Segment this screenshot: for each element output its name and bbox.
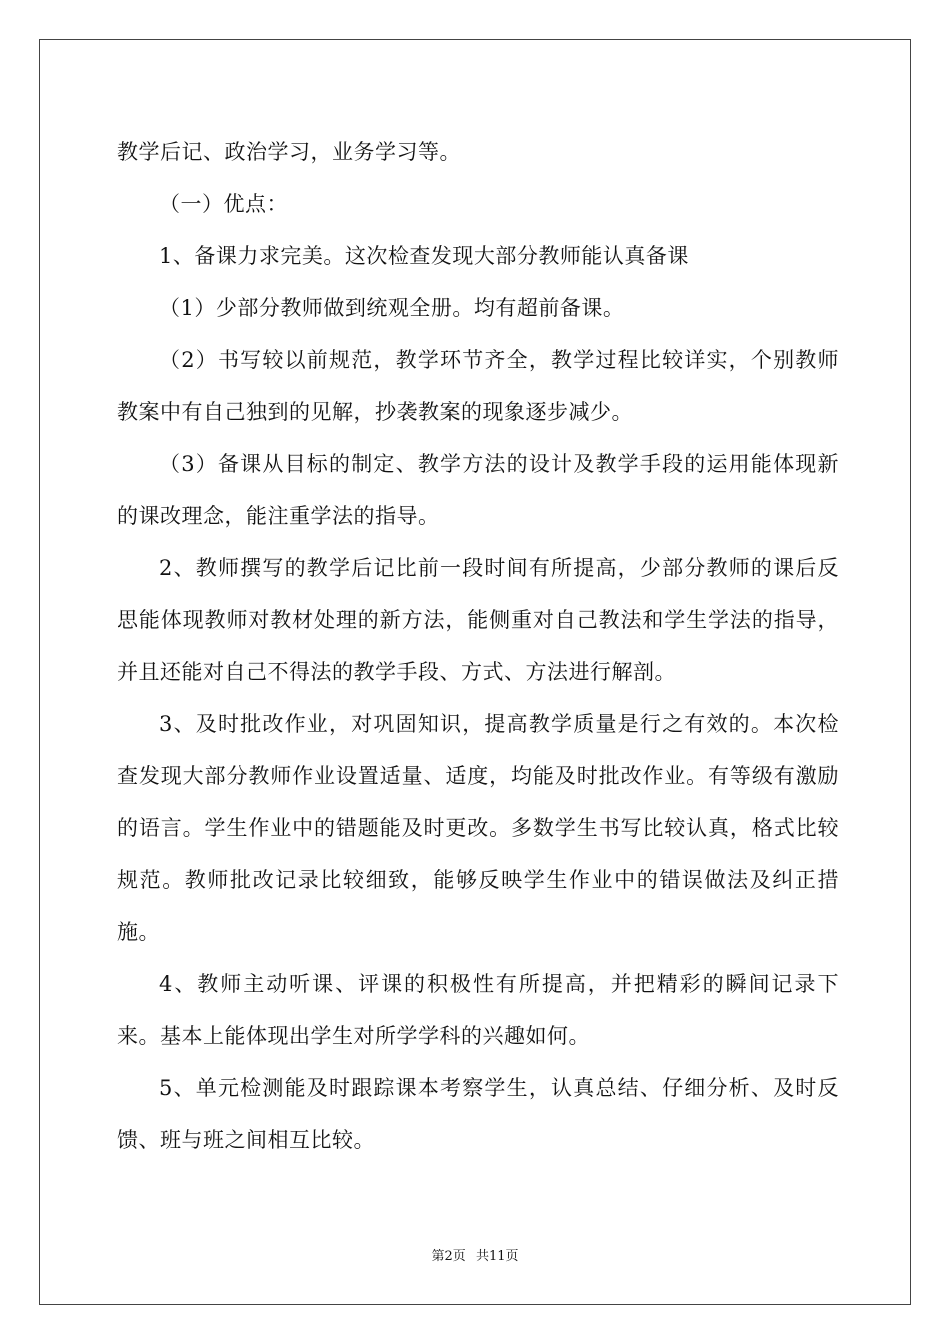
paragraph-8: 4、教师主动听课、评课的积极性有所提高，并把精彩的瞬间记录下来。基本上能体现出学生对所学学科的兴趣如何。 — [117, 972, 839, 1048]
page-total: 共11页 — [475, 1249, 519, 1264]
paragraph-4: （2）书写较以前规范，教学环节齐全，教学过程比较详实，个别教师教案中有自己独到的见解，抄袭教案的现象逐步减少。 — [117, 348, 839, 424]
paragraph-2: 1、备课力求完美。这次检查发现大部分教师能认真备课 — [159, 244, 689, 268]
paragraph-6: 2、教师撰写的教学后记比前一段时间有所提高，少部分教师的课后反思能体现教师对教材处理的新方法，能侧重对自己教法和学生学法的指导，并且还能对自己不得法的教学手段、方式、方法进行解剖。 — [117, 556, 839, 684]
paragraph-1: （一）优点： — [159, 192, 288, 216]
document-body — [117, 126, 839, 1166]
paragraph-7: 3、及时批改作业，对巩固知识，提高教学质量是行之有效的。本次检查发现大部分教师作业设置适量、适度，均能及时批改作业。有等级有激励的语言。学生作业中的错题能及时更改。多数学生书写比较认真，格式比较规范。教师批改记录比较细致，能够反映学生作业中的错误做法及纠正措施。 — [117, 712, 839, 944]
paragraph-5: （3）备课从目标的制定、教学方法的设计及教学手段的运用能体现新的课改理念，能注重学法的指导。 — [117, 452, 839, 528]
paragraph-0: 教学后记、政治学习，业务学习等。 — [117, 140, 461, 164]
paragraph-9: 5、单元检测能及时跟踪课本考察学生，认真总结、仔细分析、及时反馈、班与班之间相互比较。 — [117, 1076, 839, 1152]
paragraph-3: （1）少部分教师做到统观全册。均有超前备课。 — [159, 296, 625, 320]
page-number: 第2页 — [431, 1249, 466, 1264]
page-footer — [0, 1245, 950, 1264]
